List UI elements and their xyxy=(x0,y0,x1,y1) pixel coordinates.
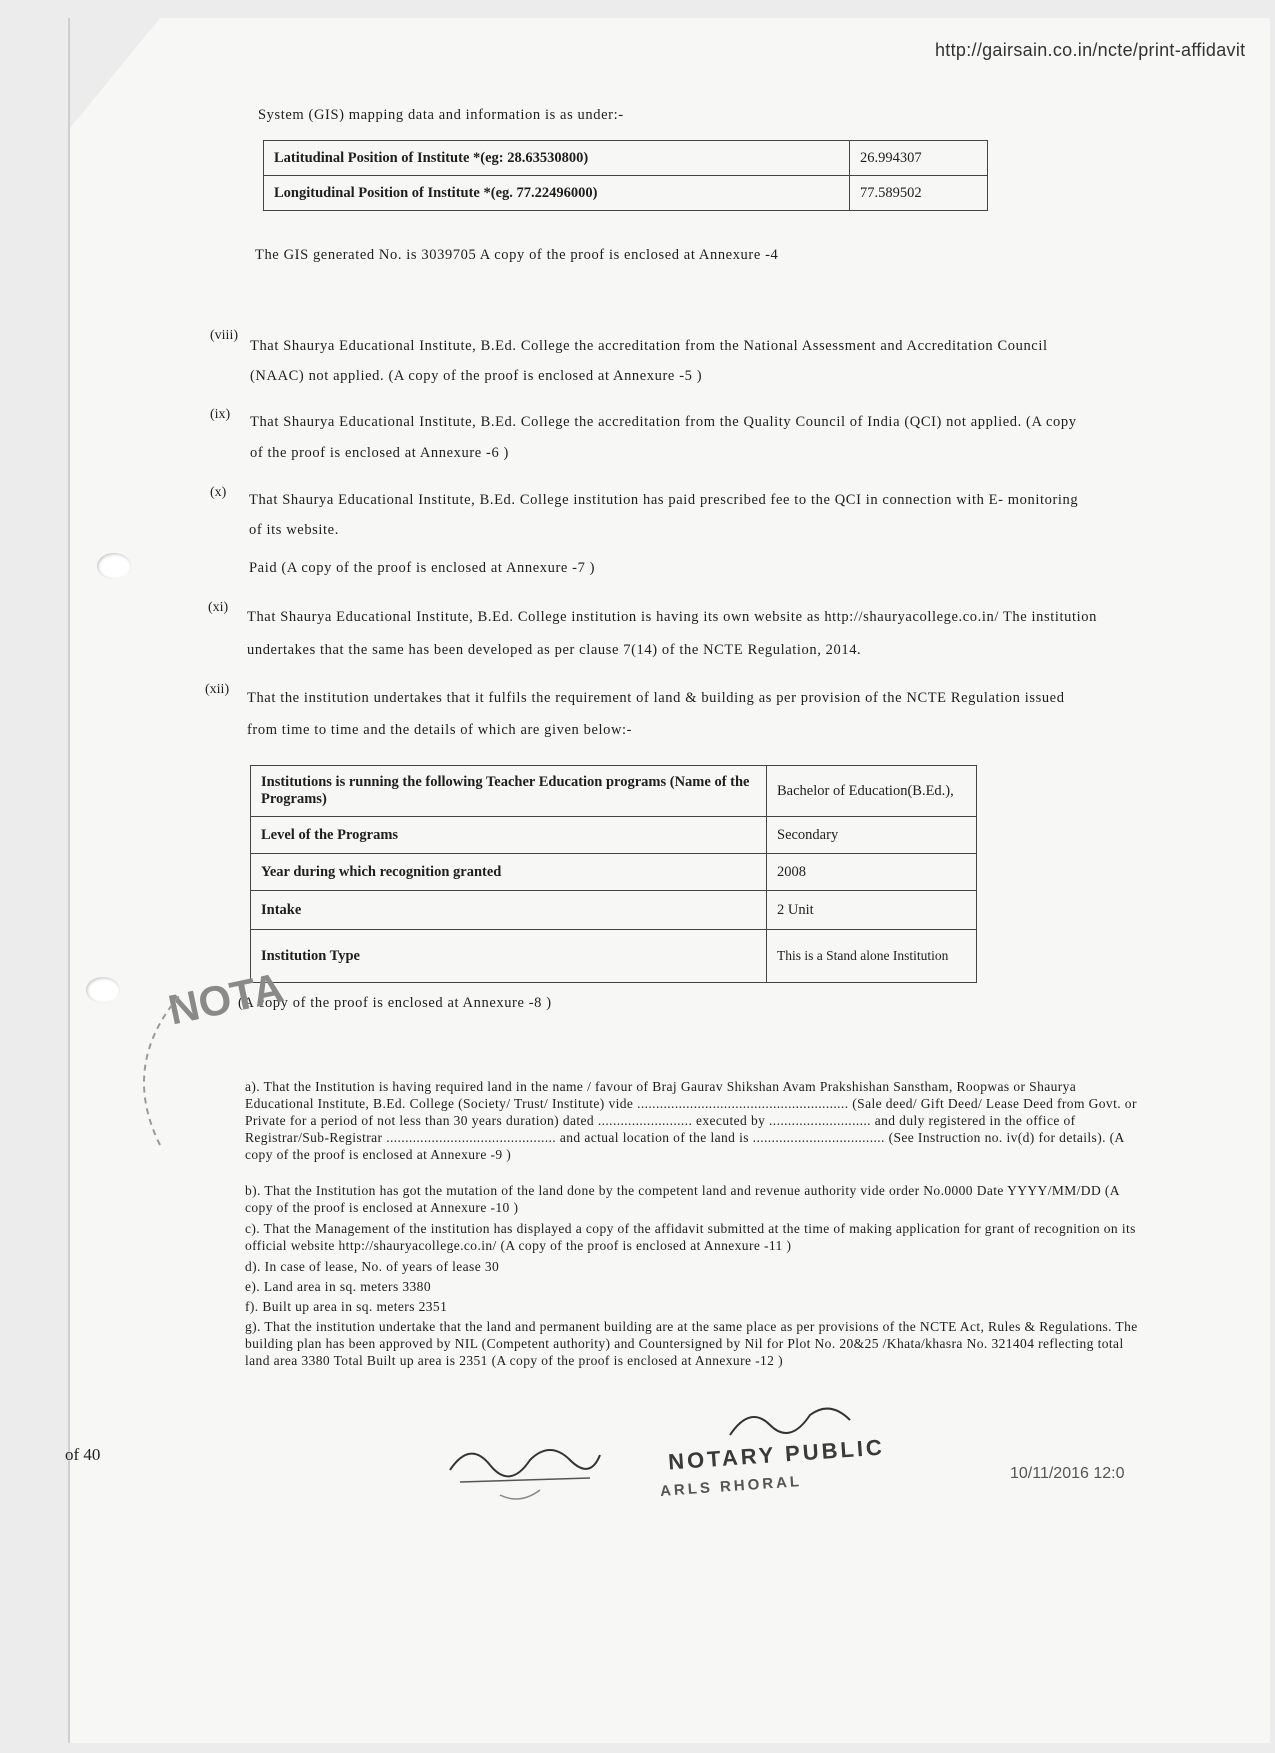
table-row xyxy=(251,930,977,983)
item-number-xi: (xi) xyxy=(208,600,229,615)
page-count: of 40 xyxy=(65,1445,101,1464)
programs-year-value: 2008 xyxy=(767,854,977,891)
signature-icon xyxy=(440,1420,610,1520)
table-row xyxy=(251,766,977,817)
programs-type-value: This is a Stand alone Institution xyxy=(767,930,977,983)
table-row xyxy=(251,854,977,891)
item-ix-line2: of the proof is enclosed at Annexure -6 ) xyxy=(250,445,509,461)
programs-level-value: Secondary xyxy=(767,817,977,854)
folded-corner xyxy=(70,18,160,128)
programs-type-label: Institution Type xyxy=(251,930,767,983)
item-x-line1: That Shaurya Educational Institute, B.Ed. College institution has paid prescribed fee to the QCI in connection with E- monitoring xyxy=(249,492,1079,508)
longitude-value: 77.589502 xyxy=(850,176,988,211)
item-viii-line2: (NAAC) not applied. (A copy of the proof is enclosed at Annexure -5 ) xyxy=(250,368,703,384)
faded-seal-icon xyxy=(120,975,290,1165)
programs-proof: (A copy of the proof is enclosed at Annexure -8 ) xyxy=(238,995,552,1011)
item-xi-line2: undertakes that the same has been developed as per clause 7(14) of the NCTE Regulation, 2014. xyxy=(247,642,862,658)
land-item-c: c). That the Management of the institution has displayed a copy of the affidavit submitted at the time of making application for grant of recognition on its official website http://shauryacollege.co.in/ (A copy of the proof is enclosed at Annexure -11 ) xyxy=(245,1221,1136,1253)
latitude-value: 26.994307 xyxy=(850,141,988,176)
table-row xyxy=(264,141,988,176)
land-item-e: e). Land area in sq. meters 3380 xyxy=(245,1279,431,1294)
item-xii-line1: That the institution undertakes that it fulfils the requirement of land & building as per provision of the NCTE Regulation issued xyxy=(247,690,1065,706)
item-viii-line1: That Shaurya Educational Institute, B.Ed. College the accreditation from the National Assessment and Accreditation Council xyxy=(250,338,1048,354)
gis-table xyxy=(263,140,988,211)
gis-intro: System (GIS) mapping data and information is as under:- xyxy=(258,107,624,123)
item-number-ix: (ix) xyxy=(210,407,231,422)
latitude-label: Latitudinal Position of Institute *(eg: 28.63530800) xyxy=(264,141,850,176)
notary-stamp: NOTARY PUBLIC xyxy=(667,1434,886,1475)
item-x-line2: of its website. xyxy=(249,522,339,538)
land-item-g: g). That the institution undertake that the land and permanent building are at the same place as per provisions of the NCTE Act, Rules & Regulations. The building plan has been approved by NIL (Competent authority) and Countersigned by Nil for Plot No. 20&25 /Khata/khasra No. 321404 reflecting total land area 3380 Total Built up area is 2351 (A copy of the proof is enclosed at Annexure -12 ) xyxy=(245,1319,1138,1368)
programs-intake-label: Intake xyxy=(251,891,767,930)
programs-table xyxy=(250,765,977,983)
programs-level-label: Level of the Programs xyxy=(251,817,767,854)
punch-hole xyxy=(86,977,120,1003)
land-item-f: f). Built up area in sq. meters 2351 xyxy=(245,1299,448,1314)
land-item-d: d). In case of lease, No. of years of lease 30 xyxy=(245,1259,500,1274)
table-row xyxy=(251,891,977,930)
item-number-viii: (viii) xyxy=(210,328,238,343)
page-url[interactable]: http://gairsain.co.in/ncte/print-affidavit xyxy=(935,40,1246,60)
table-row xyxy=(251,817,977,854)
item-xi-line1: That Shaurya Educational Institute, B.Ed. College institution is having its own website as http://shauryacollege.co.in/ The institution xyxy=(247,609,1097,625)
programs-name-value: Bachelor of Education(B.Ed.), xyxy=(767,766,977,817)
item-x-line3: Paid (A copy of the proof is enclosed at Annexure -7 ) xyxy=(249,560,596,576)
programs-name-label: Institutions is running the following Teacher Education programs (Name of the Programs) xyxy=(251,766,767,817)
longitude-label: Longitudinal Position of Institute *(eg. 77.22496000) xyxy=(264,176,850,211)
land-item-a: a). That the Institution is having required land in the name / favour of Braj Gaurav Shikshan Avam Prakshishan Sanstham, Roopwas or Shaurya Educational Institute, B.Ed. College (Society/ Trust/ Institute) vide ........................................................ (Sale deed/ Gift Deed/ Lease Deed from Govt. or Private for a period of not less than 30 years duration) dated ......................... executed by ........................... and duly registered in the office of Registrar/Sub-Registrar ............................................. and actual location of the land is ................................... (See Instruction no. iv(d) for details). (A copy of the proof is enclosed at Annexure -9 ) xyxy=(245,1079,1137,1162)
programs-year-label: Year during which recognition granted xyxy=(251,854,767,891)
item-number-x: (x) xyxy=(210,485,227,500)
punch-hole xyxy=(97,553,131,579)
notary-stamp-sub: ARLS RHORAL xyxy=(659,1473,803,1500)
seal-left-text: NOTA xyxy=(164,963,288,1034)
item-xii-line2: from time to time and the details of which are given below:- xyxy=(247,722,633,738)
table-row xyxy=(264,176,988,211)
gis-generated-number: The GIS generated No. is 3039705 A copy of the proof is enclosed at Annexure -4 xyxy=(255,247,779,263)
land-item-b: b). That the Institution has got the mutation of the land done by the competent land and revenue authority vide order No.0000 Date YYYY/MM/DD (A copy of the proof is enclosed at Annexure -10 ) xyxy=(245,1183,1120,1215)
item-number-xii: (xii) xyxy=(205,682,230,697)
print-timestamp: 10/11/2016 12:0 xyxy=(1010,1465,1125,1482)
programs-intake-value: 2 Unit xyxy=(767,891,977,930)
item-ix-line1: That Shaurya Educational Institute, B.Ed. College the accreditation from the Quality Council of India (QCI) not applied. (A copy xyxy=(250,414,1077,430)
